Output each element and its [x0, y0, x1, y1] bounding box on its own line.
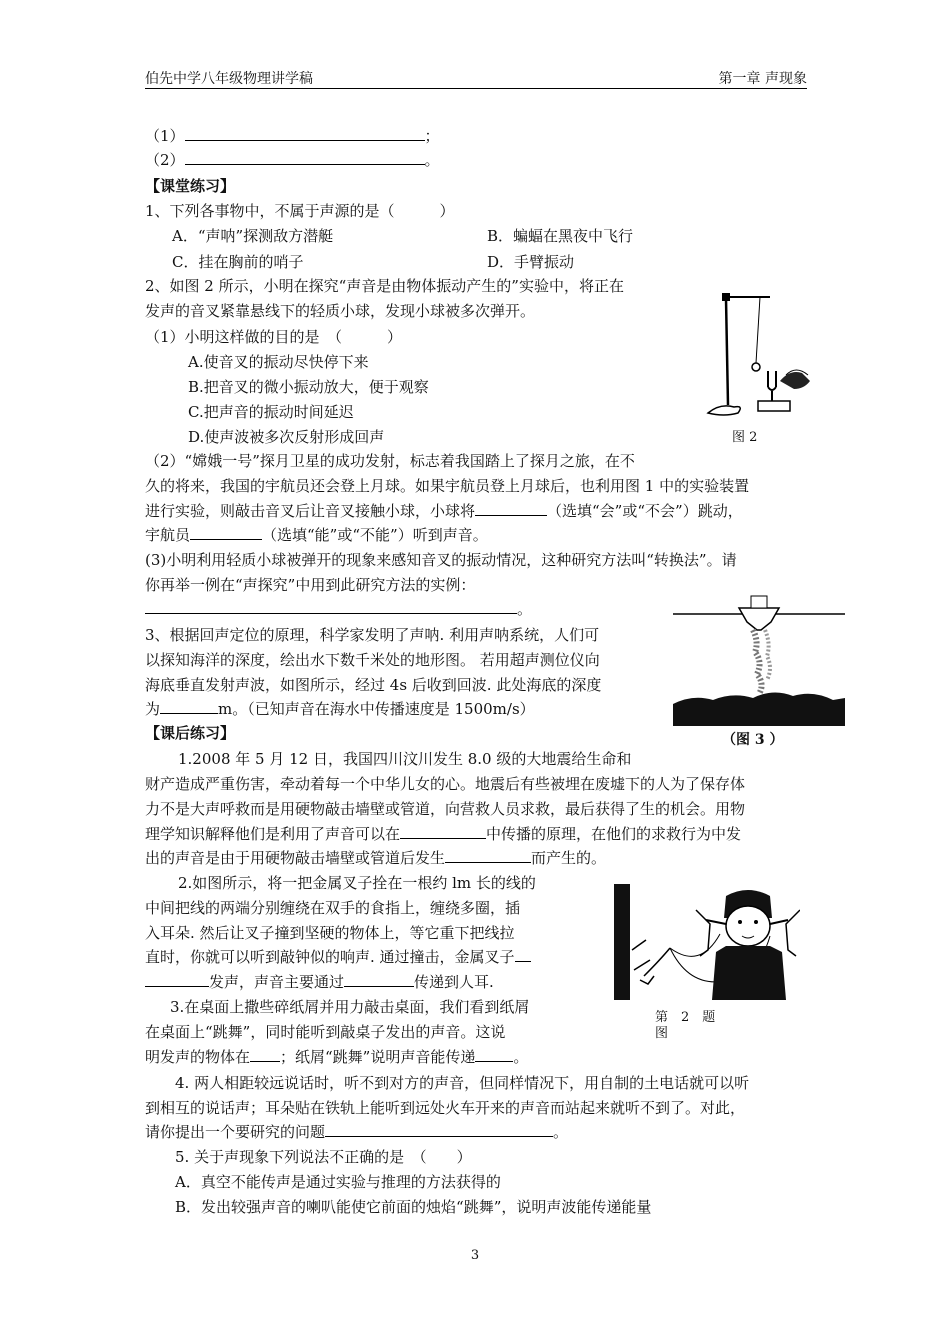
hw1-line-5: 出的声音是由于用硬物敲击墙壁或管道后发生 而产生的。: [145, 849, 607, 867]
hw4-line-3: 请你提出一个要研究的问题 。: [145, 1123, 569, 1141]
q1-option-a: A．“声呐”探测敌方潜艇: [172, 227, 334, 245]
q3-line-4: 为 m。（已知声音在海水中传播速度是 1500m/s）: [145, 700, 535, 718]
hw1-line-1: 1.2008 年 5 月 12 日，我国四川汶川发生 8.0 级的大地震给生命和: [178, 750, 632, 768]
q2-sub2-line-1: （2）“嫦娥一号”探月卫星的成功发射，标志着我国踏上了探月之旅，在不: [145, 452, 635, 470]
prev-line-1: （1） ；: [145, 127, 440, 145]
header-left: 伯先中学八年级物理讲学稿: [145, 71, 313, 87]
figure-3-sonar-illustration: [673, 582, 845, 726]
figure-2-tuning-fork-illustration: [700, 285, 820, 425]
hw5-stem: 5. 关于声现象下列说法不正确的是 （ ）: [175, 1148, 472, 1166]
q1-option-c: C．挂在胸前的哨子: [172, 253, 304, 271]
classroom-title: 【课堂练习】: [145, 177, 236, 195]
prev-line-2: （2） 。: [145, 151, 440, 169]
hw2-line-5: 发声，声音主要通过 传递到人耳.: [145, 972, 494, 992]
hw3-line-3: 明发声的物体在 ；纸屑“跳舞”说明声音能传递 。: [145, 1048, 529, 1066]
q2-option-b: B.把音叉的微小振动放大，便于观察: [188, 378, 429, 396]
homework-figure-2-caption: 第 2 题 图: [655, 1010, 716, 1041]
q2-line-1: 2、如图 2 所示，小明在探究“声音是由物体振动产生的”实验中，将正在: [145, 277, 624, 295]
q2-sub2-line-3: 进行实验，则敲击音叉后让音叉接触小球，小球将 （选填“会”或“不会”）跳动，: [145, 502, 743, 520]
page-header: [145, 66, 807, 89]
q2-sub3-answer-line: 。: [145, 599, 532, 619]
q3-line-2: 以探知海洋的深度，绘出水下数千米处的地形图。 若用超声测位仪向: [145, 651, 600, 669]
q3-line-1: 3、根据回声定位的原理，科学家发明了声呐. 利用声呐系统，人们可: [145, 626, 600, 644]
q2-line-2: 发声的音叉紧靠悬线下的轻质小球，发现小球被多次弹开。: [145, 302, 536, 320]
header-right: 第一章 声现象: [718, 71, 807, 87]
hw1-line-2: 财产造成严重伤害，牵动着每一个中华儿女的心。地震后有些被埋在废墟下的人为了保存体: [145, 775, 746, 793]
q1-option-d: D．手臂振动: [487, 253, 575, 271]
hw1-line-3: 力不是大声呼救而是用硬物敲击墙壁或管道，向营救人员求救，最后获得了生的机会。用物: [145, 800, 746, 818]
hw5-option-b: B．发出较强声音的喇叭能使它前面的烛焰“跳舞”，说明声波能传递能量: [175, 1198, 652, 1216]
hw1-line-4: 理学知识解释他们是利用了声音可以在 中传播的原理，在他们的求救行为中发: [145, 825, 742, 843]
figure-2-caption: 图 2: [732, 430, 758, 445]
figure-3-caption: （图 3 ）: [722, 732, 784, 748]
q1-stem: 1、下列各事物中，不属于声源的是（ ）: [145, 202, 455, 220]
hw4-line-2: 到相互的说话声；耳朵贴在铁轨上能听到远处火车开来的声音而站起来就听不到了。对此，: [145, 1099, 746, 1117]
hw2-line-3: 入耳朵. 然后让叉子撞到坚硬的物体上，等它重下把线拉: [145, 924, 515, 942]
homework-title: 【课后练习】: [145, 724, 236, 742]
q2-option-a: A.使音叉的振动尽快停下来: [188, 353, 369, 371]
q2-sub2-line-4: 宇航员 （选填“能”或“不能”）听到声音。: [145, 526, 488, 544]
q2-sub3-line-2: 你再举一例在“声探究”中用到此研究方法的实例：: [145, 576, 476, 594]
hw3-line-2: 在桌面上“跳舞”，同时能听到敲桌子发出的声音。这说: [145, 1023, 506, 1041]
q1-option-b: B．蝙蝠在黑夜中飞行: [487, 227, 634, 245]
hw4-line-1: 4. 两人相距较远说话时，听不到对方的声音，但同样情况下，用自制的土电话就可以听: [175, 1074, 750, 1092]
hw2-line-2: 中间把线的两端分别缠绕在双手的食指上，缠绕多圈，插: [145, 899, 521, 917]
q2-option-c: C.把声音的振动时间延迟: [188, 403, 354, 421]
homework-figure-2-illustration: [610, 880, 800, 1006]
hw2-line-4: 直时，你就可以听到敲钟似的响声. 通过撞击，金属叉子: [145, 947, 531, 967]
hw5-option-a: A．真空不能传声是通过实验与推理的方法获得的: [175, 1173, 501, 1191]
hw3-line-1: 3.在桌面上撒些碎纸屑并用力敲击桌面，我们看到纸屑: [170, 998, 530, 1016]
q2-option-d: D.使声波被多次反射形成回声: [188, 428, 385, 446]
q3-line-3: 海底垂直发射声波，如图所示，经过 4s 后收到回波. 此处海底的深度: [145, 676, 602, 694]
hw2-line-1: 2.如图所示，将一把金属叉子拴在一根约 lm 长的线的: [178, 874, 536, 892]
q2-sub3-line-1: (3)小明利用轻质小球被弹开的现象来感知音叉的振动情况，这种研究方法叫“转换法”。请: [145, 551, 737, 569]
q2-sub1: （1）小明这样做的目的是 （ ）: [145, 328, 403, 346]
page-number: 3: [470, 1248, 480, 1263]
q2-sub2-line-2: 久的将来，我国的宇航员还会登上月球。如果宇航员登上月球后，也利用图 1 中的实验装置: [145, 477, 750, 495]
